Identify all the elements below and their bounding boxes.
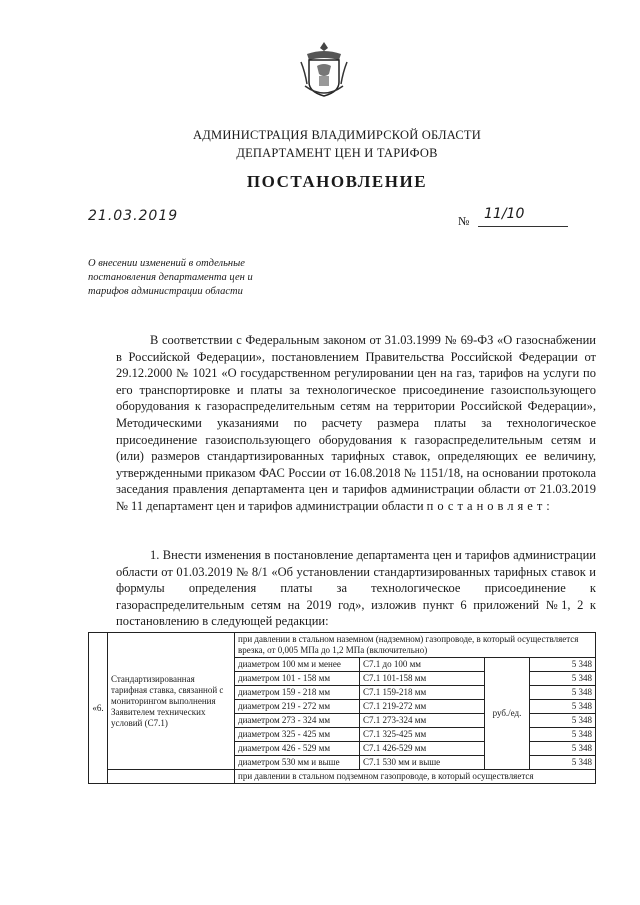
diameter-cell: диаметром 273 - 324 мм	[235, 714, 360, 728]
item-number-cell: «6.	[89, 633, 108, 784]
value-cell: 5 348	[530, 742, 596, 756]
rate-code-cell: С7.1 219-272 мм	[360, 700, 485, 714]
value-cell: 5 348	[530, 658, 596, 672]
rate-code-cell: С7.1 530 мм и выше	[360, 756, 485, 770]
value-cell: 5 348	[530, 700, 596, 714]
diameter-cell: диаметром 101 - 158 мм	[235, 672, 360, 686]
table-row	[89, 633, 596, 658]
document-date: 21.03.2019	[88, 208, 179, 224]
document-type-title: ПОСТАНОВЛЕНИЕ	[246, 172, 428, 191]
rate-code-cell: С7.1 101-158 мм	[360, 672, 485, 686]
diameter-cell: диаметром 426 - 529 мм	[235, 742, 360, 756]
table-row	[89, 770, 596, 784]
org-name: АДМИНИСТРАЦИЯ ВЛАДИМИРСКОЙ ОБЛАСТИ	[193, 128, 481, 142]
value-cell: 5 348	[530, 686, 596, 700]
value-cell: 5 348	[530, 714, 596, 728]
diameter-cell: диаметром 530 мм и выше	[235, 756, 360, 770]
preamble-text: В соответствии с Федеральным законом от 31.03.1999 № 69-ФЗ «О газоснабжении в Российской Федерации», постановлением Правительства Российской Федерации от 29.12.2000 № 1021 «О государственном регулировании цен на газ, тарифов на услуги по его транспортировке и платы за технологическое присоединение газоиспользующего оборудования к газораспределительным сетям на территории Российской Федерации», Методическими указаниями по расчету размера платы за технологическое присоединение газоиспользующего оборудования к газораспределительным сетям и (или) размеров стандартизированных тарифных ставок, определяющих ее величину, утвержденными приказом ФАС России от 16.08.2018 № 1151/18, на основании протокола заседания правления департамента цен и тарифов администрации области от 21.03.2019 № 11 департамент цен и тарифов администрации области	[116, 333, 596, 513]
diameter-cell: диаметром 325 - 425 мм	[235, 728, 360, 742]
value-cell: 5 348	[530, 672, 596, 686]
rate-code-cell: С7.1 273-324 мм	[360, 714, 485, 728]
coat-of-arms-icon	[299, 40, 349, 100]
unit-cell: руб./ед.	[485, 658, 530, 770]
rate-code-cell: С7.1 159-218 мм	[360, 686, 485, 700]
diameter-cell: диаметром 100 мм и менее	[235, 658, 360, 672]
underground-header: при давлении в стальном подземном газопроводе, в который осуществляется	[235, 770, 596, 784]
department-name: ДЕПАРТАМЕНТ ЦЕН И ТАРИФОВ	[236, 146, 438, 160]
rate-code-cell: С7.1 до 100 мм	[360, 658, 485, 672]
preamble-paragraph	[116, 332, 596, 515]
document-subject: О внесении изменений в отдельные постановления департамента цен и тарифов администрации области	[88, 258, 253, 297]
tariff-table	[88, 632, 596, 784]
rate-name-cell-continued	[108, 770, 235, 784]
above-ground-header: при давлении в стальном наземном (надземном) газопроводе, в который осуществляется врезка, от 0,005 МПа до 1,2 МПа (включительно)	[235, 633, 596, 658]
clause-1-text: 1. Внести изменения в постановление департамента цен и тарифов администрации области от 01.03.2019 № 8/1 «Об установлении стандартизированных тарифных ставок и формулы определения платы за технологическое присоединение к газораспределительным сетям на 2019 год», изложив пункт 6 приложений №1, 2 к постановлению в следующей редакции:	[116, 548, 596, 629]
diameter-cell: диаметром 159 - 218 мм	[235, 686, 360, 700]
document-number: 11/10	[478, 206, 568, 227]
diameter-cell: диаметром 219 - 272 мм	[235, 700, 360, 714]
clause-1-paragraph	[116, 547, 596, 630]
decree-word: постановляет:	[426, 498, 554, 513]
rate-name-cell: Стандартизированная тарифная ставка, связанной с мониторингом выполнения Заявителем технических условий (С7.1)	[108, 633, 235, 770]
value-cell: 5 348	[530, 728, 596, 742]
rate-code-cell: С7.1 325-425 мм	[360, 728, 485, 742]
number-label: №	[458, 214, 470, 228]
value-cell: 5 348	[530, 756, 596, 770]
rate-code-cell: С7.1 426-529 мм	[360, 742, 485, 756]
